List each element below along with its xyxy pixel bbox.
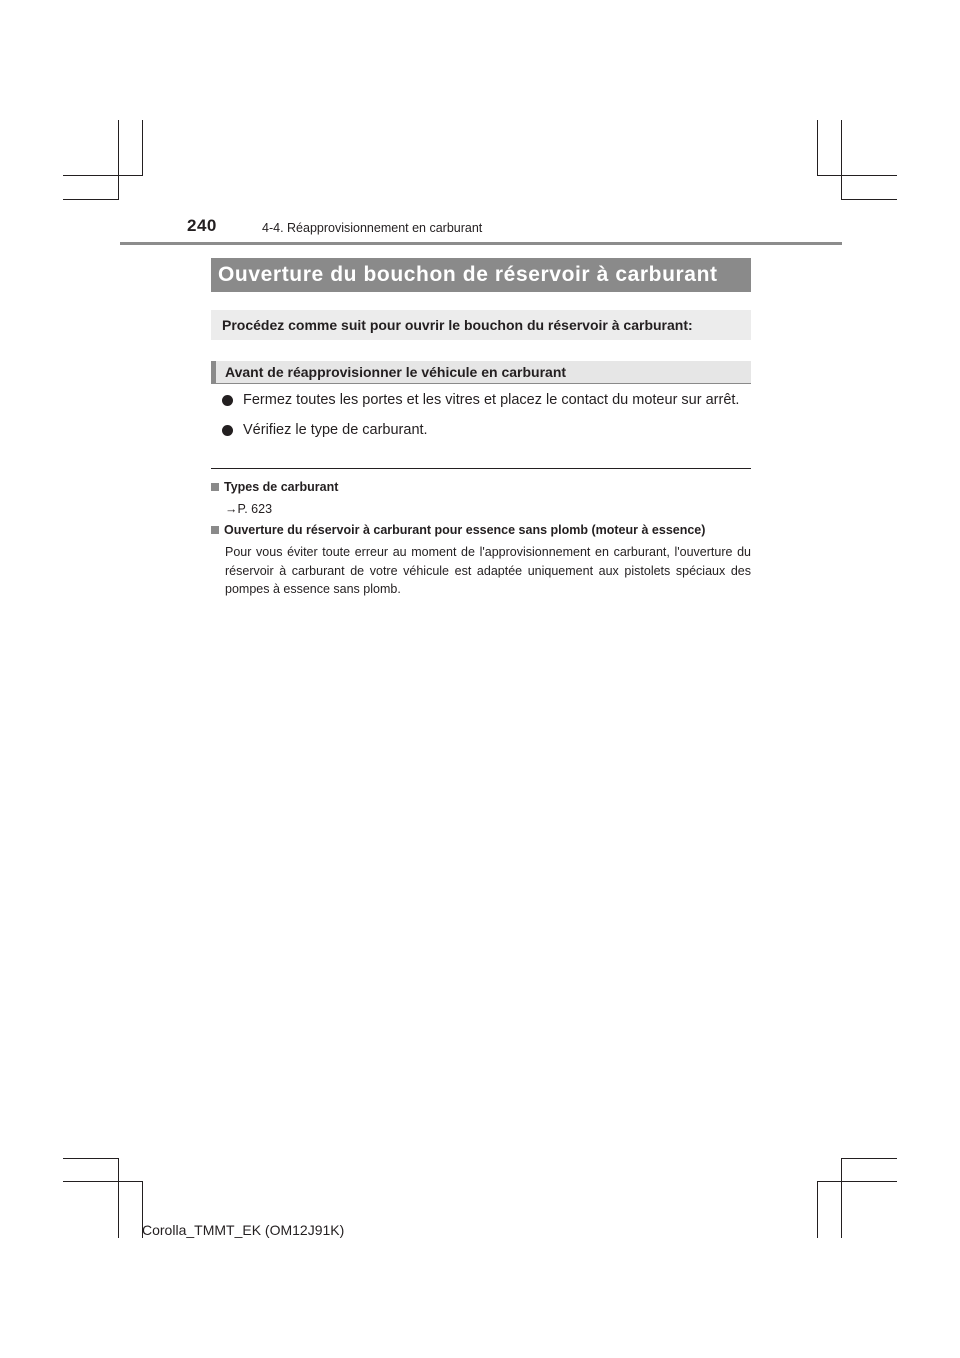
crop-mark <box>841 1158 897 1159</box>
header-divider <box>120 242 842 245</box>
square-bullet-icon <box>211 483 219 491</box>
square-bullet-icon <box>211 526 219 534</box>
bullet-text: Vérifiez le type de carburant. <box>243 422 428 438</box>
crop-mark <box>841 120 842 200</box>
list-item <box>222 420 748 441</box>
crop-mark <box>63 175 143 176</box>
note-fuel-types <box>211 479 751 519</box>
list-item <box>222 390 748 411</box>
crop-mark <box>63 1181 143 1182</box>
crop-mark <box>63 1158 119 1159</box>
crop-mark <box>142 120 143 175</box>
bullet-dot-icon <box>222 425 233 436</box>
crop-mark <box>817 1181 818 1238</box>
section-subheading: Avant de réapprovisionner le véhicule en carburant <box>211 361 751 384</box>
crop-mark <box>118 1158 119 1238</box>
section-reference: 4-4. Réapprovisionnement en carburant <box>262 221 483 235</box>
section-divider <box>211 468 751 469</box>
crop-mark <box>817 175 897 176</box>
bullet-dot-icon <box>222 395 233 406</box>
note-title: Ouverture du réservoir à carburant pour essence sans plomb (moteur à essence) <box>224 523 706 537</box>
note-body: Pour vous éviter toute erreur au moment de l'approvisionnement en carburant, l'ouverture du réservoir à carburant de votre véhicule est adaptée uniquement aux pistolets spéciaux des pompes à essence sans plomb. <box>225 545 751 596</box>
bullet-text: Fermez toutes les portes et les vitres et placez le contact du moteur sur arrêt. <box>243 392 740 408</box>
crop-mark <box>817 120 818 175</box>
note-reference-link[interactable]: →P. 623 <box>225 502 273 516</box>
footer-document-id: Corolla_TMMT_EK (OM12J91K) <box>142 1222 345 1238</box>
crop-mark <box>118 120 119 200</box>
note-title: Types de carburant <box>224 480 339 494</box>
page-title: Ouverture du bouchon de réservoir à carburant <box>211 258 751 292</box>
crop-mark <box>841 199 897 200</box>
bullet-list <box>222 390 748 450</box>
page-number: 240 <box>187 216 217 235</box>
note-unleaded-fuel-opening <box>211 522 751 599</box>
crop-mark <box>63 199 119 200</box>
crop-mark <box>841 1158 842 1238</box>
crop-mark <box>817 1181 897 1182</box>
intro-text: Procédez comme suit pour ouvrir le bouchon du réservoir à carburant: <box>211 310 751 340</box>
